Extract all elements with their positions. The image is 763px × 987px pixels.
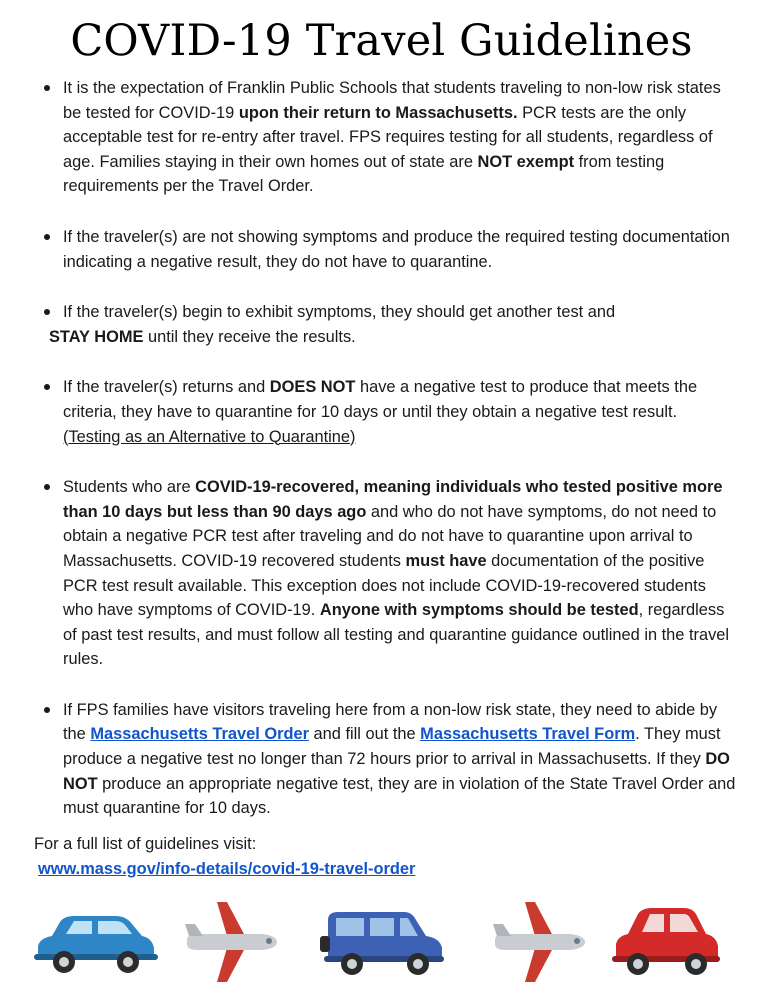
guideline-link[interactable]: Massachusetts Travel Form xyxy=(420,725,636,744)
footer xyxy=(34,832,734,881)
guideline-link[interactable]: (Testing as an Alternative to Quarantine) xyxy=(63,427,356,446)
suv-icon xyxy=(318,906,446,978)
airplane-icon xyxy=(183,900,279,984)
guideline-text: If the traveler(s) are not showing symptoms and produce the required testing documentation indicating a negative result, they do not have to quarantine. xyxy=(63,227,730,271)
footer-intro: For a full list of guidelines visit: xyxy=(34,835,257,853)
guideline-emphasis: upon their return to Massachusetts. xyxy=(238,103,518,122)
guideline-emphasis: DO NOT xyxy=(63,750,730,793)
guideline-text: and fill out the xyxy=(309,725,421,744)
airplane-body xyxy=(495,934,585,950)
guideline-emphasis: Anyone with symptoms should be tested xyxy=(319,601,639,620)
page-title: COVID-19 Travel Guidelines xyxy=(70,16,693,66)
guideline-text: If the traveler(s) begin to exhibit symptoms, they should get another test and xyxy=(63,303,616,322)
guideline-bullet xyxy=(0,375,763,449)
airplane-wing xyxy=(525,948,553,982)
guideline-bullet xyxy=(0,475,763,672)
guideline-text: and who do not have symptoms, do not need to obtain a negative PCR test after traveling and do not have to quarantine upon arrival to Massachusetts. COVID-19 recovered students xyxy=(63,502,717,570)
car-body xyxy=(616,908,718,962)
guideline-text: PCR tests are the only acceptable test for re-entry after travel. FPS requires testing for all students, regardless of age. Families staying in their own homes out of state are xyxy=(63,103,713,171)
guideline-text: It is the expectation of Franklin Public Schools that students traveling to non-low risk states be tested for COVID-19 xyxy=(63,79,721,122)
guideline-bullet xyxy=(0,300,763,349)
airplane-icon xyxy=(491,900,587,984)
vehicle-illustrations xyxy=(0,892,763,984)
airplane-wing xyxy=(217,948,245,982)
guideline-text: documentation of the positive PCR test result available. This exception does not include COVID-19-recovered students who have symptoms of COVID-19. xyxy=(63,551,706,620)
guideline-bullet xyxy=(0,698,763,821)
guideline-text: If FPS families have visitors traveling here from a non-low risk state, they need to abide by the xyxy=(63,700,718,744)
airplane-body xyxy=(187,934,277,950)
car-icon xyxy=(30,912,158,976)
car-body xyxy=(38,916,154,958)
guideline-emphasis: must have xyxy=(405,551,487,570)
guideline-link[interactable]: Massachusetts Travel Order xyxy=(90,725,309,744)
guideline-emphasis: NOT exempt xyxy=(477,152,575,171)
guideline-emphasis: DOES NOT xyxy=(269,378,356,397)
guideline-text: , regardless of past test results, and must follow all testing and quarantine guidance outlined in the travel rules. xyxy=(63,601,730,669)
guideline-text: have a negative test to produce that meets the criteria, they have to quarantine for 10 days or until they obtain a negative test result. xyxy=(63,378,698,421)
guideline-text: from testing requirements per the Travel Order. xyxy=(63,152,665,196)
guideline-text: . They must produce a negative test no longer than 72 hours prior to arrival in Massachusetts. If they xyxy=(63,725,721,769)
airplane-wing xyxy=(217,902,245,936)
airplane-wing xyxy=(525,902,553,936)
guideline-text: If the traveler(s) returns and xyxy=(63,378,270,397)
guideline-bullet xyxy=(0,225,763,274)
car-icon xyxy=(610,906,722,978)
guideline-emphasis: STAY HOME xyxy=(49,327,144,346)
travel-order-link[interactable]: www.mass.gov/info-details/covid-19-travel-order xyxy=(38,859,416,878)
guideline-emphasis: COVID-19-recovered, meaning individuals who tested positive more than 10 days but less than 90 days ago xyxy=(63,478,723,521)
guideline-text: produce an appropriate negative test, they are in violation of the State Travel Order and must quarantine for 10 days. xyxy=(63,774,736,818)
guideline-text: until they receive the results. xyxy=(143,327,356,346)
guideline-text: Students who are xyxy=(63,478,196,497)
guidelines-list xyxy=(0,76,763,847)
guideline-bullet xyxy=(0,76,763,199)
